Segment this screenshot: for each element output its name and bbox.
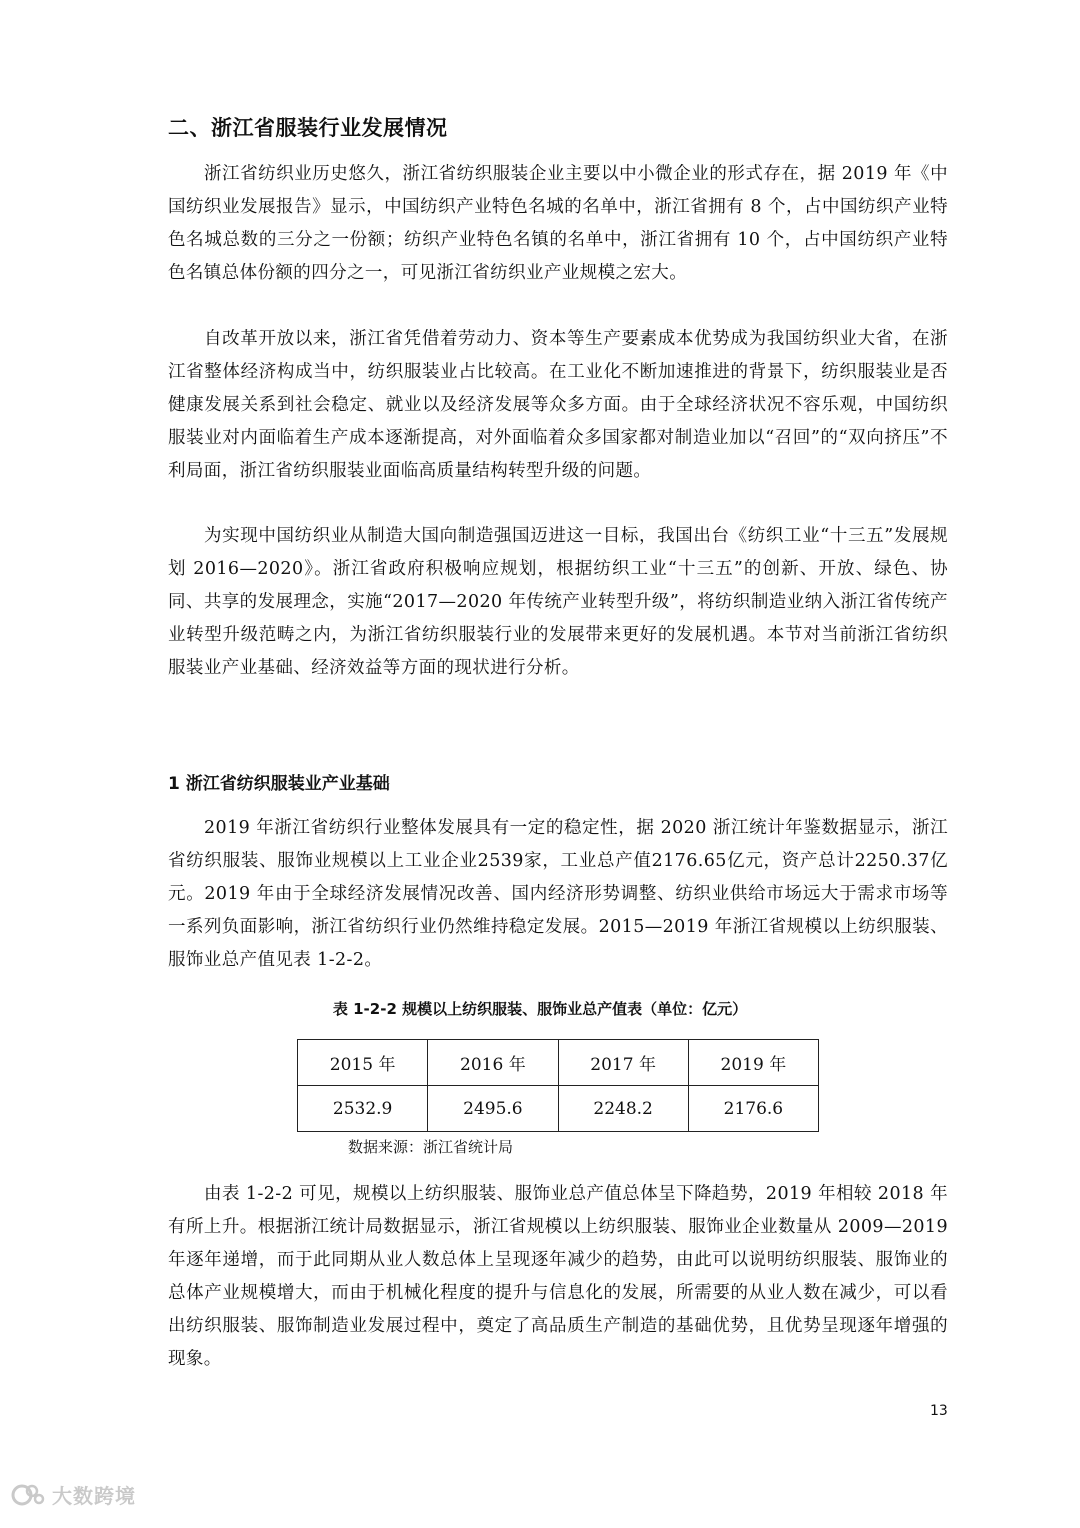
table-header-cell: 2015 年 [298, 1040, 428, 1086]
paragraph-industry-base: 2019 年浙江省纺织行业整体发展具有一定的稳定性，据 2020 浙江统计年鉴数据显示，浙江省纺织服装、服饰业规模以上工业企业2539家，工业总产值2176.65亿元，资产总计2250.37亿元。2019 年由于全球经济发展情况改善、国内经济形势调整、纺织业供给市场远大于需求市场等一系列负面影响，浙江省纺织行业仍然维持稳定发展。2015—2019 年浙江省规模以上纺织服装、服饰业总产值见表 1-2-2。 [168, 818, 948, 970]
watermark-logo-icon [10, 1481, 46, 1509]
table-header-row [298, 1040, 819, 1086]
table-cell: 2532.9 [298, 1086, 428, 1132]
table-row [298, 1086, 819, 1132]
table-caption: 表 1-2-2 规模以上纺织服装、服饰业总产值表（单位：亿元） [332, 1000, 748, 1018]
table-cell: 2176.6 [688, 1086, 818, 1132]
watermark [10, 1480, 136, 1509]
page-number: 13 [930, 1403, 948, 1419]
paragraph-history: 浙江省纺织业历史悠久，浙江省纺织服装企业主要以中小微企业的形式存在，据 2019 年《中国纺织业发展报告》显示，中国纺织产业特色名城的名单中，浙江省拥有 8 个，占中国纺织产业特色名城总数的三分之一份额；纺织产业特色名镇的名单中，浙江省拥有 10 个，占中国纺织产业特色名镇总体份额的四分之一，可见浙江省纺织业产业规模之宏大。 [168, 164, 948, 283]
table-header-cell: 2019 年 [688, 1040, 818, 1086]
subsection-title: 1 浙江省纺织服装业产业基础 [168, 774, 390, 794]
table-cell: 2248.2 [558, 1086, 688, 1132]
table-header-cell: 2017 年 [558, 1040, 688, 1086]
section-title: 二、浙江省服装行业发展情况 [168, 116, 448, 140]
paragraph-reform: 自改革开放以来，浙江省凭借着劳动力、资本等生产要素成本优势成为我国纺织业大省，在浙江省整体经济构成当中，纺织服装业占比较高。在工业化不断加速推进的背景下，纺织服装业是否健康发展关系到社会稳定、就业以及经济发展等众多方面。由于全球经济状况不容乐观，中国纺织服装业对内面临着生产成本逐渐提高，对外面临着众多国家都对制造业加以“召回”的“双向挤压”不利局面，浙江省纺织服装业面临高质量结构转型升级的问题。 [168, 329, 948, 481]
output-value-table [297, 1039, 819, 1132]
watermark-text: 大数跨境 [52, 1484, 136, 1508]
paragraph-planning: 为实现中国纺织业从制造大国向制造强国迈进这一目标，我国出台《纺织工业“十三五”发展规划 2016—2020》。浙江省政府积极响应规划，根据纺织工业“十三五”的创新、开放、绿色、协同、共享的发展理念，实施“2017—2020 年传统产业转型升级”，将纺织制造业纳入浙江省传统产业转型升级范畴之内，为浙江省纺织服装行业的发展带来更好的发展机遇。本节对当前浙江省纺织服装业产业基础、经济效益等方面的现状进行分析。 [168, 526, 948, 678]
table-header-cell: 2016 年 [428, 1040, 558, 1086]
paragraph-analysis: 由表 1-2-2 可见，规模以上纺织服装、服饰业总产值总体呈下降趋势，2019 年相较 2018 年有所上升。根据浙江统计局数据显示，浙江省规模以上纺织服装、服饰业企业数量从 2009—2019 年逐年递增，而于此同期从业人数总体上呈现逐年减少的趋势，由此可以说明纺织服装、服饰业的总体产业规模增大，而由于机械化程度的提升与信息化的发展，所需要的从业人数在减少，可以看出纺织服装、服饰制造业发展过程中，奠定了高品质生产制造的基础优势，且优势呈现逐年增强的现象。 [168, 1184, 948, 1369]
table-cell: 2495.6 [428, 1086, 558, 1132]
table-source: 数据来源：浙江省统计局 [348, 1138, 514, 1156]
